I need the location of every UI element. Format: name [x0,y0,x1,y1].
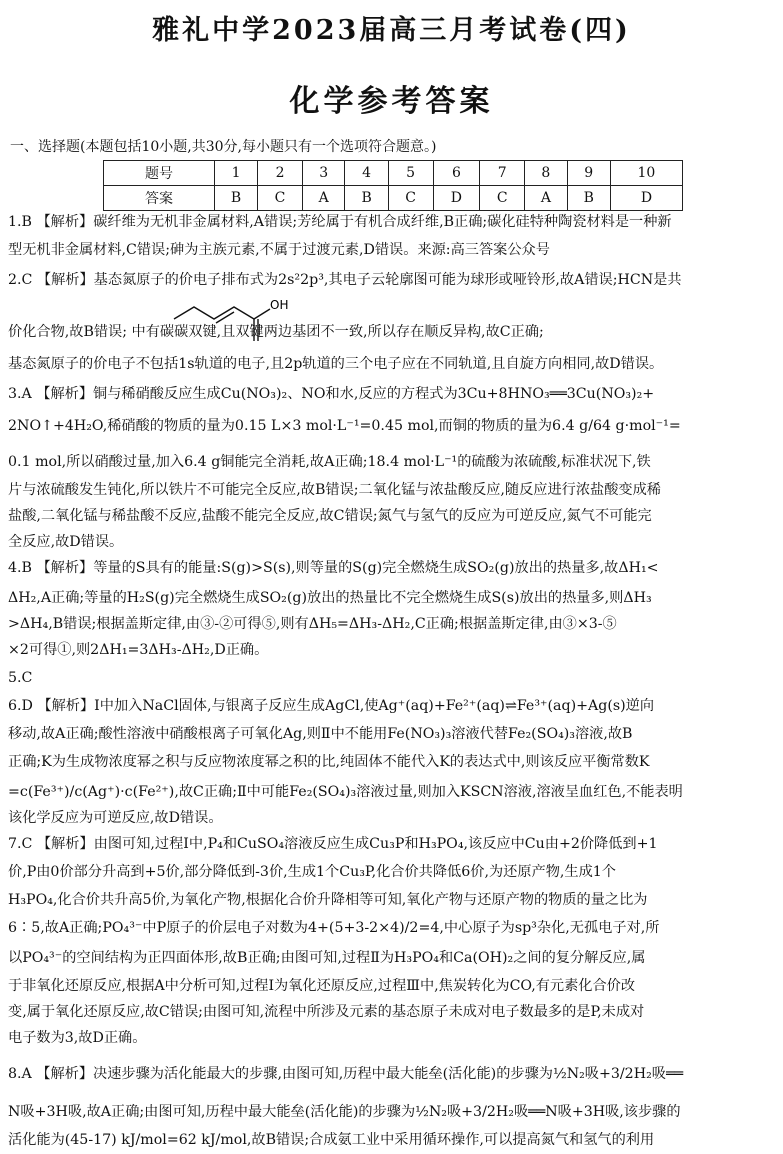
answer-text-line: 全反应,故D错误。 [8,534,124,550]
question-number: 10 [610,161,682,186]
answer-text-line: 5.C [8,670,33,686]
question-number: 7 [480,161,525,186]
answer-text-line: ×2可得①,则2ΔH₁=3ΔH₃-ΔH₂,D正确。 [8,642,269,658]
question-number: 8 [525,161,568,186]
answer-text-line: 片与浓硫酸发生钝化,所以铁片不可能完全反应,故B错误;二氧化锰与浓盐酸反应,随反应进行浓盐酸变成稀 [8,482,661,498]
answer-text-line: 2NO↑+4H₂O,稀硝酸的物质的量为0.15 L×3 mol·L⁻¹=0.45 mol,而铜的物质的量为6.4 g/64 g·mol⁻¹= [8,418,681,434]
row-label: 答案 [104,186,215,211]
answer-text-line: 6.D 【解析】Ⅰ中加入NaCl固体,与银离子反应生成AgCl,使Ag⁺(aq)+Fe²⁺(aq)⇌Fe³⁺(aq)+Ag(s)逆向 [8,698,655,714]
answer-cell: C [258,186,303,211]
answer-text-line: N吸+3H吸,故A正确;由图可知,历程中最大能垒(活化能)的步骤为½N₂吸+3/2H₂吸══N吸+3H吸,该步骤的 [8,1104,681,1120]
answer-text-line: 该化学反应为可逆反应,故D错误。 [8,810,223,826]
answer-text-line: 0.1 mol,所以硝酸过量,加入6.4 g铜能完全消耗,故A正确;18.4 mol·L⁻¹的硫酸为浓硫酸,标准状况下,铁 [8,454,651,470]
row-label: 题号 [104,161,215,186]
question-number: 6 [433,161,480,186]
answer-cell: D [433,186,480,211]
answer-cell: D [610,186,682,211]
answer-text-line: 于非氧化还原反应,根据A中分析可知,过程Ⅰ为氧化还原反应,过程Ⅲ中,焦炭转化为CO,有元素化合价改 [8,978,636,994]
question-number: 9 [567,161,610,186]
answer-text-line: >ΔH₄,B错误;根据盖斯定律,由③-②可得⑤,则有ΔH₅=ΔH₃-ΔH₂,C正确;根据盖斯定律,由③×3-⑤ [8,616,617,632]
answer-text-line: 3.A 【解析】铜与稀硝酸反应生成Cu(NO₃)₂、NO和水,反应的方程式为3Cu+8HNO₃══3Cu(NO₃)₂+ [8,386,655,402]
answer-text-line: 基态氮原子的价电子不包括1s轨道的电子,且2p轨道的三个电子应在不同轨道,且自旋方向相同,故D错误。 [8,356,664,372]
question-number: 2 [258,161,303,186]
answer-cell: A [525,186,568,211]
section-heading: 一、选择题(本题包括10小题,共30分,每小题只有一个选项符合题意。) [10,139,437,155]
question-number: 1 [214,161,257,186]
answer-cell: C [480,186,525,211]
answer-text-line: 电子数为3,故D正确。 [8,1030,147,1046]
question-number: 5 [388,161,433,186]
exam-header: 雅礼中学2023届高三月考试卷(四) [152,15,631,46]
answer-text-line: 正确;K为生成物浓度幂之积与反应物浓度幂之积的比,纯固体不能代入K的表达式中,则该反应平衡常数K [8,754,650,770]
page-title: 化学参考答案 [289,84,494,119]
answer-text-line: 1.B 【解析】碳纤维为无机非金属材料,A错误;芳纶属于有机合成纤维,B正确;碳化硅特种陶瓷材料是一种新 [8,214,672,230]
answer-text-line: 价化合物,故B错误; 中有碳碳双键,且双键两边基团不一致,所以存在顺反异构,故C正确; [8,324,544,340]
answer-cell: B [214,186,257,211]
answer-text-line: H₃PO₄,化合价共升高5价,为氧化产物,根据化合价升降相等可知,氧化产物与还原产物的物质的量之比为 [8,892,648,908]
answer-text-line: =c(Fe³⁺)/c(Ag⁺)·c(Fe²⁺),故C正确;Ⅱ中可能Fe₂(SO₄)₃溶液过量,则加入KSCN溶液,溶液呈血红色,不能表明 [8,784,683,800]
answer-text-line: 以PO₄³⁻的空间结构为正四面体形,故B正确;由图可知,过程Ⅱ为H₃PO₄和Ca(OH)₂之间的复分解反应,属 [8,950,646,966]
question-number: 3 [302,161,345,186]
answer-text-line: 盐酸,二氧化锰与稀盐酸不反应,盐酸不能完全反应,故C错误;氮气与氢气的反应为可逆反应,氮气不可能完 [8,508,652,524]
answer-text-line: 7.C 【解析】由图可知,过程Ⅰ中,P₄和CuSO₄溶液反应生成Cu₃P和H₃PO₄,该反应中Cu由+2价降低到+1 [8,836,658,852]
table-row [104,186,683,211]
answer-text-line: 移动,故A正确;酸性溶液中硝酸根离子可氧化Ag,则Ⅱ中不能用Fe(NO₃)₃溶液代替Fe₂(SO₄)₃溶液,故B [8,726,633,742]
hydroxyl-label: OH [270,298,289,312]
answer-text-line: 型无机非金属材料,C错误;砷为主族元素,不属于过渡元素,D错误。来源:高三答案公众号 [8,242,550,258]
answer-table [103,160,683,211]
answer-cell: A [302,186,345,211]
answer-text-line: 8.A 【解析】决速步骤为活化能最大的步骤,由图可知,历程中最大能垒(活化能)的步骤为½N₂吸+3/2H₂吸══ [8,1066,684,1082]
answer-cell: C [388,186,433,211]
answer-text-line: 2.C 【解析】基态氮原子的价电子排布式为2s²2p³,其电子云轮廓图可能为球形或哑铃形,故A错误;HCN是共 [8,272,682,288]
answer-text-line: 4.B 【解析】等量的S具有的能量:S(g)>S(s),则等量的S(g)完全燃烧生成SO₂(g)放出的热量多,故ΔH₁< [8,560,659,576]
answer-text-line: 变,属于氧化还原反应,故C错误;由图可知,流程中所涉及元素的基态原子未成对电子数最多的是P,未成对 [8,1004,645,1020]
answer-text-line: 活化能为(45-17) kJ/mol=62 kJ/mol,故B错误;合成氨工业中采用循环操作,可以提高氮气和氢气的利用 [8,1132,655,1148]
table-row [104,161,683,186]
question-number: 4 [345,161,388,186]
answer-cell: B [567,186,610,211]
answer-cell: B [345,186,388,211]
answer-text-line: ΔH₂,A正确;等量的H₂S(g)完全燃烧生成SO₂(g)放出的热量比不完全燃烧生成S(s)放出的热量多,则ΔH₃ [8,590,652,606]
answer-text-line: 价,P由0价部分升高到+5价,部分降低到-3价,生成1个Cu₃P,化合价共降低6价,为还原产物,生成1个 [8,864,616,880]
answer-text-line: 6∶5,故A正确;PO₄³⁻中P原子的价层电子对数为4+(5+3-2×4)/2=4,中心原子为sp³杂化,无孤电子对,所 [8,920,660,936]
